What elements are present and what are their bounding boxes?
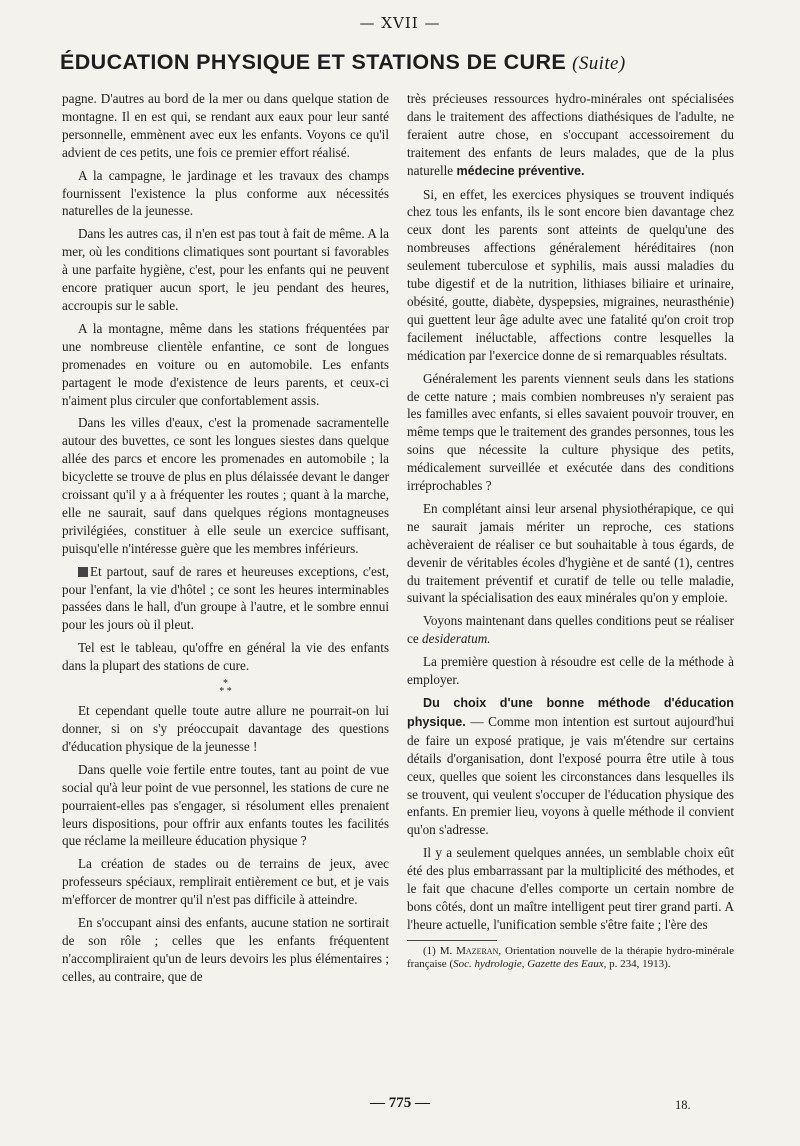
paragraph-text: — Comme mon intention est surtout aujourd'hui de faire un exposé pratique, je vais m'étendre sur certains détails d'organisation, dont l'exposé pourra être utile à tous ceux, quelles que soient les circonstances dans lesquelles ils se trouvent, qui veulent s'occuper de l'éducation physique des enfants. En premier lieu, voyons à quelle méthode il convient qu'on s'adresse. xyxy=(407,713,734,838)
left-column xyxy=(62,90,389,991)
paragraph-text: très précieuses ressources hydro-minérales ont spécialisées dans le traitement des affections diathésiques de l'adulte, ne feraient autre chose, en s'occupant accessoirement du traitement des enfants de leurs malades, que de la plus naturelle xyxy=(407,91,734,178)
paragraph xyxy=(62,563,389,635)
paragraph: Si, en effet, les exercices physiques se trouvent indiqués chez tous les enfants, ils le sont encore bien davantage chez ceux dont les parents sont atteints de quelqu'une des nombreuses affections généralement héréditaires (non seulement tuberculose et syphilis, mais aussi maladies du tube digestif et de la nutrition, lithiases biliaire et urinaire, obésité, goutte, diabète, dyspepsies, migraines, neurasthénie) qui guettent leur âge adulte avec une fatalité qu'on croit trop facilement inéluctable, affections contre lesquelles la médication par l'exercice donne de si remarquables résultats. xyxy=(407,186,734,363)
paragraph: A la montagne, même dans les stations fréquentées par une nombreuse clientèle enfantine, ce sont de longues promenades en voiture ou en automobile. Les enfants partagent le mode d'existence de leurs parents, et ceux-ci n'aiment plus circuler que confortablement assis. xyxy=(62,320,389,408)
paragraph: Généralement les parents viennent seuls dans les stations de cette nature ; mais combien nombreuses n'y seraient pas les familles avec enfants, si elles savaient pouvoir trouver, en même temps que le traitement des grandes personnes, tous les soins que nécessite la culture physique des petits, médicalement surveillée et exécutée dans des conditions irréprochables ? xyxy=(407,370,734,494)
article-title-suffix: (Suite) xyxy=(572,53,626,74)
paragraph xyxy=(407,90,734,181)
paragraph: La première question à résoudre est celle de la méthode à employer. xyxy=(407,654,734,688)
paragraph: Et cependant quelle toute autre allure ne pourrait-on lui donner, si on s'y préoccupait davantage des questions d'éducation physique de la jeunesse ! xyxy=(62,703,389,754)
paragraph: En complétant ainsi leur arsenal physiothérapique, ce qui ne saurait jamais mériter un reproche, ces stations achèveraient de réaliser ce but souhaitable à tous égards, de devenir de véritables écoles d'hygiène et de santé (1), centres du traitement préventif et curatif de telle ou telle maladie, suivant la spécialisation des eaux minérales qu'on y emploie. xyxy=(407,500,734,606)
paragraph: A la campagne, le jardinage et les travaux des champs fournissent l'existence la plus conforme aux nécessités naturelles de la jeunesse. xyxy=(62,167,389,219)
paragraph: Dans quelle voie fertile entre toutes, tant au point de vue social qu'à leur point de vue personnel, les stations de cure ne pourraient-elles pas s'engager, si résolument elles prenaient leurs dispositions, pour offrir aux enfants toutes les facilités que réclame la meilleure éducation physique ? xyxy=(62,761,389,849)
article-title-text: ÉDUCATION PHYSIQUE ET STATIONS DE CURE xyxy=(60,50,567,74)
paragraph: pagne. D'autres au bord de la mer ou dans quelque station de montagne. Il en est qui, se rendant aux eaux pour leur santé personnelle, emmènent avec eux les enfants. Voyons ce qu'il advient de ces petits, une fois ce premier effort réalisé. xyxy=(62,91,389,160)
footnote-text: Orientation nouvelle de la thérapie hydro-minérale française ( xyxy=(407,944,734,970)
ink-mark xyxy=(78,567,88,577)
footnote-source: Soc. hydrologie, Gazette des Eaux, xyxy=(453,957,607,970)
footnote xyxy=(407,945,734,971)
paragraph-text: Voyons maintenant dans quelles conditions peut se réaliser ce xyxy=(407,613,734,647)
paragraph xyxy=(407,694,734,839)
right-column xyxy=(407,90,734,976)
paragraph: Dans les autres cas, il n'en est pas tout à fait de même. A la mer, où les conditions climatiques sont pourtant si favorables à une parfaite hygiène, c'est, pour les enfants qui ne peuvent encore pratiquer aucun sport, le jeu pendant des heures, accroupis sur le sable. xyxy=(62,226,389,313)
sheet-number: 18. xyxy=(675,1098,691,1112)
page-number: — 775 — xyxy=(370,1095,430,1111)
paragraph: Dans les villes d'eaux, c'est la promenade sacramentelle autour des buvettes, ce sont les longues siestes dans quelque allée des parcs et encore les promenades en automobile ; la bicyclette se trouve de plus en plus délaissée devant le danger croissant qu'il y a à fréquenter les routes ; quant à la marche, elle ne saurait, sauf dans quelques régions montagneuses privilégiées, constituer à elle seule un exercice suffisant, puisqu'elle n'intéresse guère que les membres inférieurs. xyxy=(62,415,389,556)
paragraph xyxy=(407,612,734,648)
article-title xyxy=(60,50,750,75)
page-roman-numeral: — XVII — xyxy=(359,14,441,32)
paragraph: Il y a seulement quelques années, un semblable choix eût été des plus embarrassant par la multiplicité des méthodes, et le fait que chacune d'elles comporte un certain nombre de bons côtés, dont un maître intelligent peut tirer grand parti. A l'heure actuelle, l'unification semble s'être faite ; l'ère des xyxy=(407,845,734,932)
footnote-rule xyxy=(407,940,497,941)
paragraph: En s'occupant ainsi des enfants, aucune station ne sortirait de son rôle ; celles que les enfants fréquentent n'accompliraient qu'un de leurs devoirs les plus élémentaires ; celles, au contraire, que de xyxy=(62,915,389,984)
footnote-number: (1) xyxy=(423,944,436,957)
italic-term: desideratum. xyxy=(422,631,491,647)
emphasis-term: médecine préventive. xyxy=(456,163,585,178)
section-heading: Du choix d'une bonne méthode d'éducation physique. xyxy=(407,696,734,729)
footnote-tail: p. 234, 1913). xyxy=(609,957,671,970)
paragraph-text: Et partout, sauf de rares et heureuses exceptions, c'est, pour l'enfant, la vie d'hôtel ; ce sont les heures interminables passées dans le hall, d'un groupe à l'autre, et le sombre ennui pour les jours où il pleut. xyxy=(62,563,389,633)
section-separator: * * * xyxy=(219,678,232,698)
footnote-author: M. Mazeran, xyxy=(439,944,502,957)
paragraph: Tel est le tableau, qu'offre en général la vie des enfants dans la plupart des stations de cure. xyxy=(62,640,389,674)
paragraph: La création de stades ou de terrains de jeux, avec professeurs spéciaux, remplirait entièrement ce but, et je vais m'efforcer de montrer qu'il n'est pas difficile à atteindre. xyxy=(62,856,389,908)
